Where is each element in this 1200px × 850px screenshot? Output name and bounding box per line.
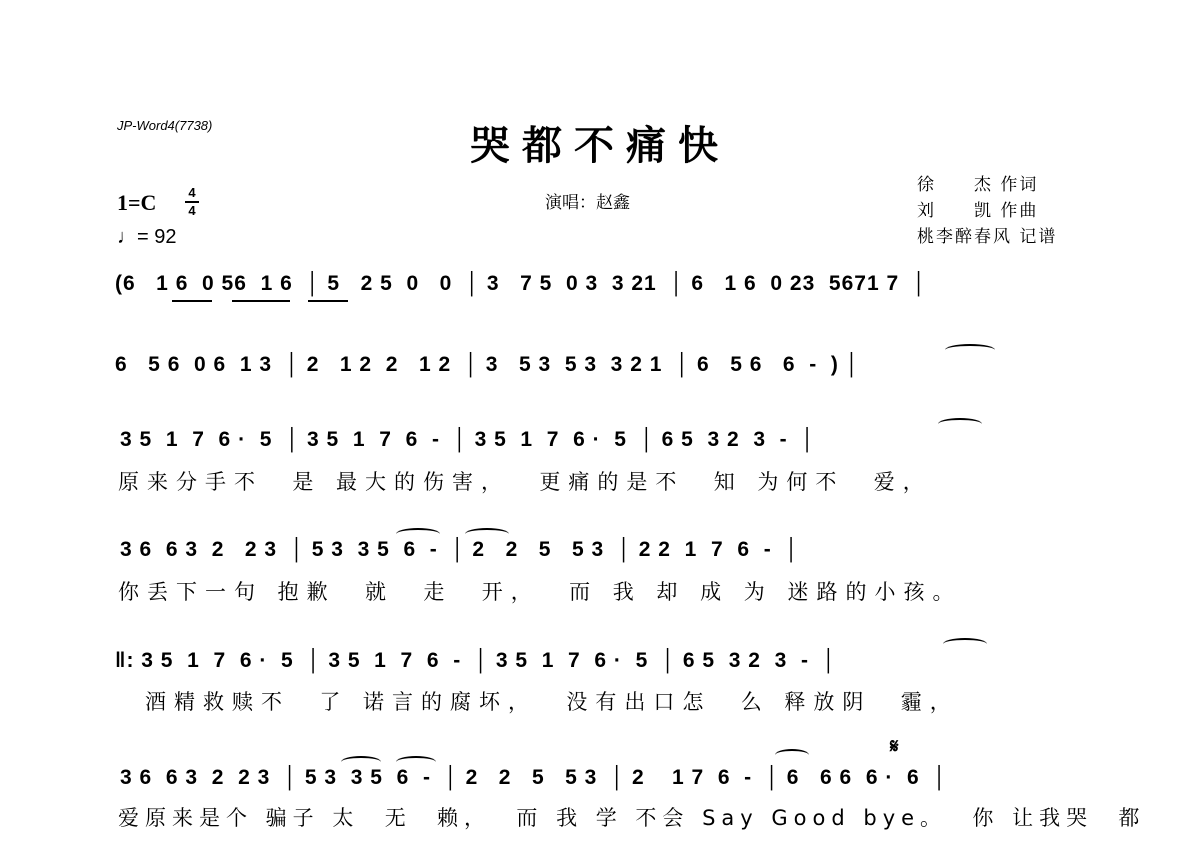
underline xyxy=(172,300,212,302)
underline xyxy=(308,300,348,302)
transcriber-credit: 桃李醉春风 记谱 xyxy=(917,227,1058,247)
tie-slur xyxy=(396,756,436,768)
time-signature xyxy=(185,186,199,218)
tie-slur xyxy=(938,418,982,430)
composer-credit: 刘 凯 作曲 xyxy=(917,201,1039,221)
score-line-4-notes: 3 6 6 3 2 2 3 │ 5 3 3 5 6 - │ 2 2 5 5 3 │ 2 2 1 7 6 - │ xyxy=(120,538,800,561)
score-line-6-notes: 3 6 6 3 2 2 3 │ 5 3 3 5 6 - │ 2 2 5 5 3 │ 2 1 7 6 - │ 6 6 6 6 · 6 │ xyxy=(120,766,948,789)
score-line-1-notes: (6 1 6 0 56 1 6 │ 5 2 5 0 0 │ 3 7 5 0 3 3 21 │ 6 1 6 0 23 5671 7 │ xyxy=(115,272,927,295)
time-signature-top: 4 xyxy=(188,185,196,200)
tie-slur xyxy=(396,528,440,540)
tie-slur xyxy=(341,756,381,768)
segno-sign: 𝄋 xyxy=(890,734,899,758)
time-signature-bottom: 4 xyxy=(188,203,196,218)
tie-slur xyxy=(945,344,995,356)
score-line-3-lyrics: 原来分手不 是 最大的伤害， 更痛的是不 知 为何不 爱， xyxy=(118,470,932,494)
lyricist-credit: 徐 杰 作词 xyxy=(917,175,1039,195)
score-line-6-lyrics: 爱原来是个 骗子 太 无 赖， 而 我 学 不会 Say Good bye。 你 让我哭 都 xyxy=(118,806,1146,830)
tie-slur xyxy=(465,528,509,540)
tie-slur xyxy=(775,749,809,761)
software-watermark: JP-Word4(7738) xyxy=(117,118,213,133)
score-line-2-notes: 6 5 6 0 6 1 3 │ 2 1 2 2 1 2 │ 3 5 3 5 3 3 2 1 │ 6 5 6 6 - ) │ xyxy=(115,353,860,376)
song-title: 哭都不痛快 xyxy=(470,122,730,169)
score-line-5-notes: ‖: 3 5 1 7 6 · 5 │ 3 5 1 7 6 - │ 3 5 1 7 6 · 5 │ 6 5 3 2 3 - │ xyxy=(115,649,837,672)
underline xyxy=(232,300,290,302)
key-signature: 1=C xyxy=(117,190,157,215)
score-line-4-lyrics: 你丢下一句 抱歉 就 走 开， 而 我 却 成 为 迷路的小孩。 xyxy=(118,580,962,604)
tie-slur xyxy=(943,638,987,650)
tempo-marking: ♩= 92 xyxy=(117,226,177,248)
score-line-3-notes: 3 5 1 7 6 · 5 │ 3 5 1 7 6 - │ 3 5 1 7 6 · 5 │ 6 5 3 2 3 - │ xyxy=(120,428,816,451)
score-line-5-lyrics: 酒精救赎不 了 诺言的腐坏， 没有出口怎 么 释放阴 霾， xyxy=(145,690,959,714)
singer-credit: 演唱：赵鑫 xyxy=(545,193,630,213)
